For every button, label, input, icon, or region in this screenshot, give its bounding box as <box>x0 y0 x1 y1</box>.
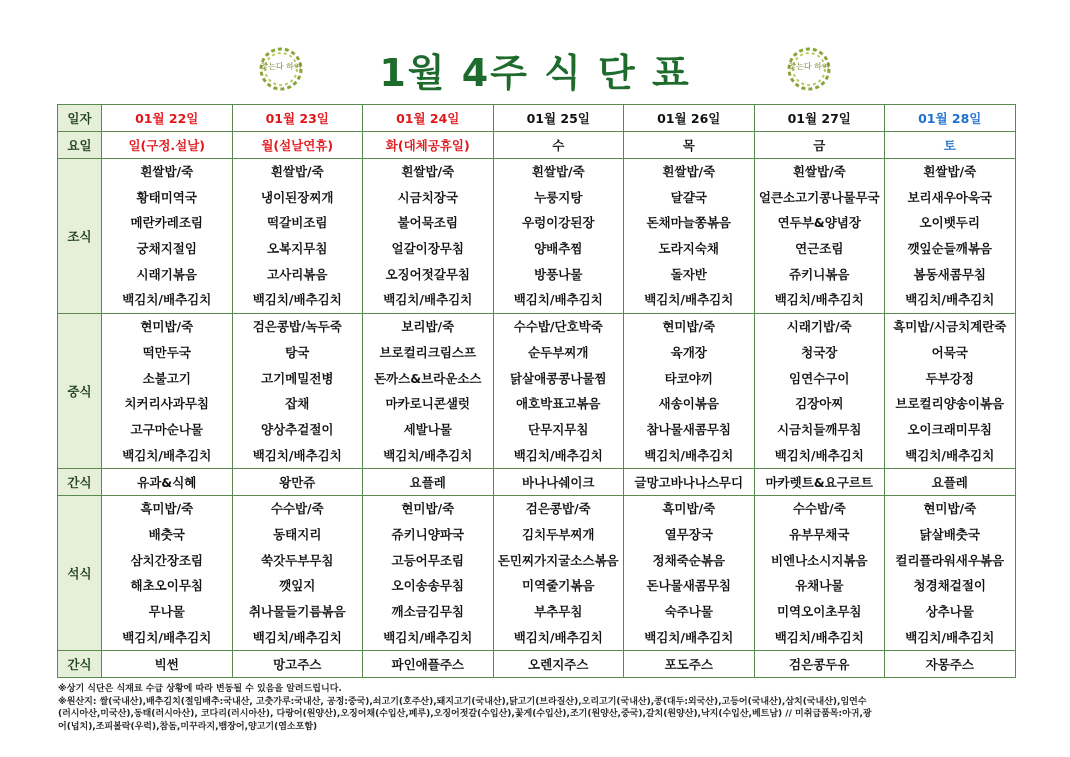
menu-item: 고사리볶음 <box>267 266 328 282</box>
breakfast-cell <box>624 159 755 314</box>
breakfast-cell <box>493 159 624 314</box>
menu-item: 흰쌀밥/죽 <box>531 164 585 179</box>
snack-cell: 오렌지주스 <box>493 651 624 678</box>
menu-item: 깻잎지 <box>279 578 316 594</box>
menu-item: 돌자반 <box>670 266 707 282</box>
menu-item: 냉이된장찌개 <box>261 189 334 205</box>
dinner-cell <box>754 496 885 651</box>
menu-item: 고기메밀전병 <box>261 370 334 386</box>
menu-item: 깻잎순들깨볶음 <box>907 241 993 257</box>
menu-item: 돈까스&브라운소스 <box>373 370 482 386</box>
menu-item: 백김치/배추김치 <box>252 447 342 463</box>
breakfast-cell <box>363 159 494 314</box>
snack-cell: 요플레 <box>885 469 1016 496</box>
note-line: ※상기 식단은 식재료 수급 상황에 따라 변동될 수 있음을 알려드립니다. <box>58 684 342 694</box>
menu-item: 오이크래미무침 <box>907 421 993 437</box>
weekday-cell: 토 <box>885 132 1016 159</box>
weekday-cell: 일(구정.설날) <box>102 132 233 159</box>
menu-item: 동태지리 <box>273 526 322 542</box>
menu-item: 새송이볶음 <box>658 396 719 412</box>
menu-item: 오이뱃두리 <box>919 215 980 231</box>
menu-item: 방풍나물 <box>534 266 583 282</box>
dinner-cell <box>624 496 755 651</box>
menu-item: 백김치/배추김치 <box>905 447 995 463</box>
menu-item: 백김치/배추김치 <box>122 629 212 645</box>
menu-item: 청경채겉절이 <box>913 578 986 594</box>
menu-item: 타코야끼 <box>664 370 713 386</box>
menu-item: 흑미밥/죽 <box>662 501 716 517</box>
lunch-row <box>58 314 1016 469</box>
menu-item: 백김치/배추김치 <box>252 292 342 308</box>
menu-item: 백김치/배추김치 <box>905 629 995 645</box>
row-label-snack: 간식 <box>58 469 102 496</box>
date-cell: 01월 27일 <box>754 105 885 132</box>
menu-item: 백김치/배추김치 <box>644 629 734 645</box>
menu-item: 봄동새콤무침 <box>913 266 986 282</box>
menu-item: 백김치/배추김치 <box>774 447 864 463</box>
menu-table <box>57 104 1016 678</box>
menu-item: 세발나물 <box>403 421 452 437</box>
note-line: (러시아산,미국산),동태(러시아산), 코다리(러시아산), 다랑어(원양산),오징어채(수입산,페루),오징어젓갈(수입산),꽃게(수입산),조기(원양산,중국),갈치(원양산),낙지(수입산,베트남) // 미취급품목:아귀,광 <box>58 709 872 719</box>
weekday-row <box>58 132 1016 159</box>
note-line: 어(넙치),조피볼락(우럭),참돔,미꾸라지,뱀장어,양고기(염소포함) <box>58 721 318 732</box>
row-label-lunch: 중식 <box>58 314 102 469</box>
row-label-weekday: 요일 <box>58 132 102 159</box>
menu-item: 현미밥/죽 <box>923 501 977 517</box>
snack-cell: 마카렛트&요구르트 <box>754 469 885 496</box>
snack-cell: 포도주스 <box>624 651 755 678</box>
menu-item: 흰쌀밥/죽 <box>662 164 716 179</box>
date-cell: 01월 24일 <box>363 105 494 132</box>
row-label-dinner: 석식 <box>58 496 102 651</box>
logo-right <box>786 46 832 92</box>
menu-item: 쑥갓두부무침 <box>261 552 334 568</box>
date-cell: 01월 23일 <box>232 105 363 132</box>
menu-item: 김장아찌 <box>795 396 844 412</box>
menu-item: 백김치/배추김치 <box>252 629 342 645</box>
menu-item: 누룽지탕 <box>534 189 583 205</box>
snack-cell: 글망고바나나스무디 <box>624 469 755 496</box>
weekday-cell: 금 <box>754 132 885 159</box>
snack-cell: 요플레 <box>363 469 494 496</box>
lunch-cell <box>885 314 1016 469</box>
snack-cell: 망고주스 <box>232 651 363 678</box>
menu-item: 고등어무조림 <box>391 552 464 568</box>
dinner-row <box>58 496 1016 651</box>
menu-item: 치커리사과무침 <box>124 396 210 412</box>
menu-item: 순두부찌개 <box>528 344 589 360</box>
menu-item: 단무지무침 <box>528 421 589 437</box>
menu-item: 상추나물 <box>925 604 974 619</box>
lunch-cell <box>232 314 363 469</box>
menu-item: 시금치장국 <box>397 189 458 205</box>
menu-item: 흰쌀밥/죽 <box>140 164 194 179</box>
menu-item: 도라지숙채 <box>658 241 719 257</box>
snack1-row <box>58 469 1016 496</box>
logo-text: 찾는다 하여 <box>788 62 830 71</box>
menu-item: 떡갈비조림 <box>267 215 328 231</box>
menu-item: 시래기볶음 <box>136 266 197 282</box>
menu-item: 부추무침 <box>534 604 583 619</box>
date-cell: 01월 25일 <box>493 105 624 132</box>
menu-item: 임연수구이 <box>789 370 850 386</box>
snack-cell: 유과&식혜 <box>102 469 233 496</box>
menu-item: 돈채마늘쫑볶음 <box>646 215 732 231</box>
menu-item: 백김치/배추김치 <box>122 447 212 463</box>
dinner-cell <box>102 496 233 651</box>
menu-item: 백김치/배추김치 <box>774 292 864 308</box>
menu-item: 현미밥/죽 <box>662 319 716 335</box>
lunch-cell <box>624 314 755 469</box>
date-cell: 01월 22일 <box>102 105 233 132</box>
menu-item: 고구마순나물 <box>130 421 203 437</box>
menu-item: 무나물 <box>148 604 185 619</box>
date-cell: 01월 28일 <box>885 105 1016 132</box>
menu-item: 미역오이초무침 <box>776 604 862 619</box>
snack-cell: 자몽주스 <box>885 651 1016 678</box>
menu-item: 해초오이무침 <box>130 578 203 594</box>
menu-item: 삼치간장조림 <box>130 552 203 568</box>
breakfast-cell <box>754 159 885 314</box>
menu-item: 취나물들기름볶음 <box>248 604 346 619</box>
row-label-snack: 간식 <box>58 651 102 678</box>
menu-item: 흰쌀밥/죽 <box>792 164 846 179</box>
menu-item: 달걀국 <box>670 189 707 205</box>
menu-item: 백김치/배추김치 <box>644 292 734 308</box>
date-row <box>58 105 1016 132</box>
snack-cell: 바나나쉐이크 <box>493 469 624 496</box>
menu-item: 백김치/배추김치 <box>905 292 995 308</box>
notes <box>58 683 1018 733</box>
weekday-cell: 화(대체공휴일) <box>363 132 494 159</box>
menu-item: 숙주나물 <box>664 604 713 619</box>
menu-item: 쥬키니양파국 <box>391 526 464 542</box>
menu-item: 백김치/배추김치 <box>513 447 603 463</box>
lunch-cell <box>102 314 233 469</box>
breakfast-cell <box>885 159 1016 314</box>
menu-item: 육개장 <box>670 344 707 360</box>
menu-item: 보리밥/죽 <box>401 319 455 335</box>
lunch-cell <box>363 314 494 469</box>
menu-item: 시래기밥/죽 <box>786 319 852 335</box>
menu-item: 흰쌀밥/죽 <box>401 164 455 179</box>
menu-item: 수수밥/죽 <box>792 501 846 517</box>
snack-cell: 검은콩두유 <box>754 651 885 678</box>
dinner-cell <box>885 496 1016 651</box>
dinner-cell <box>493 496 624 651</box>
menu-item: 흑미밥/시금치계란죽 <box>893 319 1007 335</box>
row-label-breakfast: 조식 <box>58 159 102 314</box>
menu-item: 연두부&양념장 <box>777 215 861 231</box>
menu-item: 양배추찜 <box>534 241 583 257</box>
menu-item: 얼갈이장무침 <box>391 241 464 257</box>
menu-item: 비엔나소시지볶음 <box>770 552 868 568</box>
menu-item: 검은콩밥/죽 <box>525 501 591 517</box>
menu-item: 깨소금김무침 <box>391 604 464 619</box>
menu-item: 백김치/배추김치 <box>644 447 734 463</box>
menu-item: 백김치/배추김치 <box>774 629 864 645</box>
menu-item: 소불고기 <box>142 370 191 386</box>
snack2-row <box>58 651 1016 678</box>
breakfast-cell <box>102 159 233 314</box>
menu-item: 마카로니콘샐럿 <box>385 396 471 412</box>
menu-item: 연근조림 <box>795 241 844 257</box>
menu-item: 백김치/배추김치 <box>513 292 603 308</box>
menu-item: 오징어젓갈무침 <box>385 266 471 282</box>
breakfast-row <box>58 159 1016 314</box>
page-title: 1월 4주 식 단 표 <box>379 51 691 95</box>
menu-item: 돈민찌가지굴소스볶음 <box>497 552 619 568</box>
weekday-cell: 목 <box>624 132 755 159</box>
menu-item: 떡만두국 <box>142 344 191 360</box>
menu-item: 백김치/배추김치 <box>383 447 473 463</box>
menu-item: 참나물새콤무침 <box>646 421 732 437</box>
menu-item: 검은콩밥/녹두죽 <box>252 319 342 335</box>
menu-item: 메란카레조림 <box>130 215 203 231</box>
menu-item: 유부무채국 <box>789 526 850 542</box>
weekday-cell: 수 <box>493 132 624 159</box>
menu-item: 미역줄기볶음 <box>522 578 595 594</box>
menu-item: 유채나물 <box>795 578 844 594</box>
row-label-date: 일자 <box>58 105 102 132</box>
menu-item: 브로컬리크림스프 <box>379 344 477 360</box>
menu-item: 컬리플라워새우볶음 <box>895 552 1005 568</box>
menu-item: 흑미밥/죽 <box>140 501 194 517</box>
menu-item: 애호박표고볶음 <box>515 396 601 412</box>
date-cell: 01월 26일 <box>624 105 755 132</box>
lunch-cell <box>754 314 885 469</box>
menu-item: 불어묵조림 <box>397 215 458 231</box>
menu-item: 배춧국 <box>148 526 185 542</box>
logo-text: 찾는다 하여 <box>260 62 302 71</box>
menu-item: 탕국 <box>285 344 310 360</box>
menu-item: 흰쌀밥/죽 <box>923 164 977 179</box>
menu-item: 시금치들깨무침 <box>776 421 862 437</box>
menu-item: 우렁이강된장 <box>522 215 595 231</box>
menu-item: 닭살애콩콩나물찜 <box>509 370 607 386</box>
dinner-cell <box>232 496 363 651</box>
menu-item: 황태미역국 <box>136 189 197 205</box>
menu-item: 돈나물새콤무침 <box>646 578 732 594</box>
menu-item: 수수밥/단호박죽 <box>513 319 603 335</box>
menu-item: 수수밥/죽 <box>270 501 324 517</box>
menu-item: 열무장국 <box>664 526 713 542</box>
menu-item: 백김치/배추김치 <box>513 629 603 645</box>
menu-item: 현미밥/죽 <box>140 319 194 335</box>
menu-item: 정채죽순볶음 <box>652 552 725 568</box>
note-line: ※원산지: 쌀(국내산),배추김치(절임배추:국내산, 고춧가루:국내산, 공정:중국),쇠고기(호주산),돼지고기(국내산),닭고기(브라질산),오리고기(국내산),콩(대두:외국산),고등어(국내산),삼치(국내산),임연수 <box>58 696 867 707</box>
breakfast-cell <box>232 159 363 314</box>
menu-item: 백김치/배추김치 <box>383 292 473 308</box>
menu-item: 오이송송무침 <box>391 578 464 594</box>
menu-item: 양상추겉절이 <box>261 421 334 437</box>
menu-item: 얼큰소고기콩나물무국 <box>758 189 880 205</box>
menu-item: 백김치/배추김치 <box>122 292 212 308</box>
snack-cell: 왕만쥬 <box>232 469 363 496</box>
logo-left <box>258 46 304 92</box>
menu-item: 김치두부찌개 <box>522 526 595 542</box>
menu-item: 궁채지절임 <box>136 241 197 257</box>
menu-item: 현미밥/죽 <box>401 501 455 517</box>
menu-item: 보리새우아욱국 <box>907 189 993 205</box>
menu-item: 흰쌀밥/죽 <box>270 164 324 179</box>
snack-cell: 파인애플주스 <box>363 651 494 678</box>
lunch-cell <box>493 314 624 469</box>
weekday-cell: 월(설날연휴) <box>232 132 363 159</box>
menu-item: 쥬키니볶음 <box>789 266 850 282</box>
menu-item: 어묵국 <box>931 344 968 360</box>
menu-item: 두부강정 <box>925 370 974 386</box>
menu-item: 잡채 <box>285 396 310 412</box>
snack-cell: 빅썬 <box>102 651 233 678</box>
menu-item: 닭살배춧국 <box>919 526 980 542</box>
menu-item: 오복지무침 <box>267 241 328 257</box>
menu-item: 백김치/배추김치 <box>383 629 473 645</box>
menu-item: 청국장 <box>801 344 838 360</box>
menu-item: 브로컬리양송이볶음 <box>895 396 1005 412</box>
dinner-cell <box>363 496 494 651</box>
